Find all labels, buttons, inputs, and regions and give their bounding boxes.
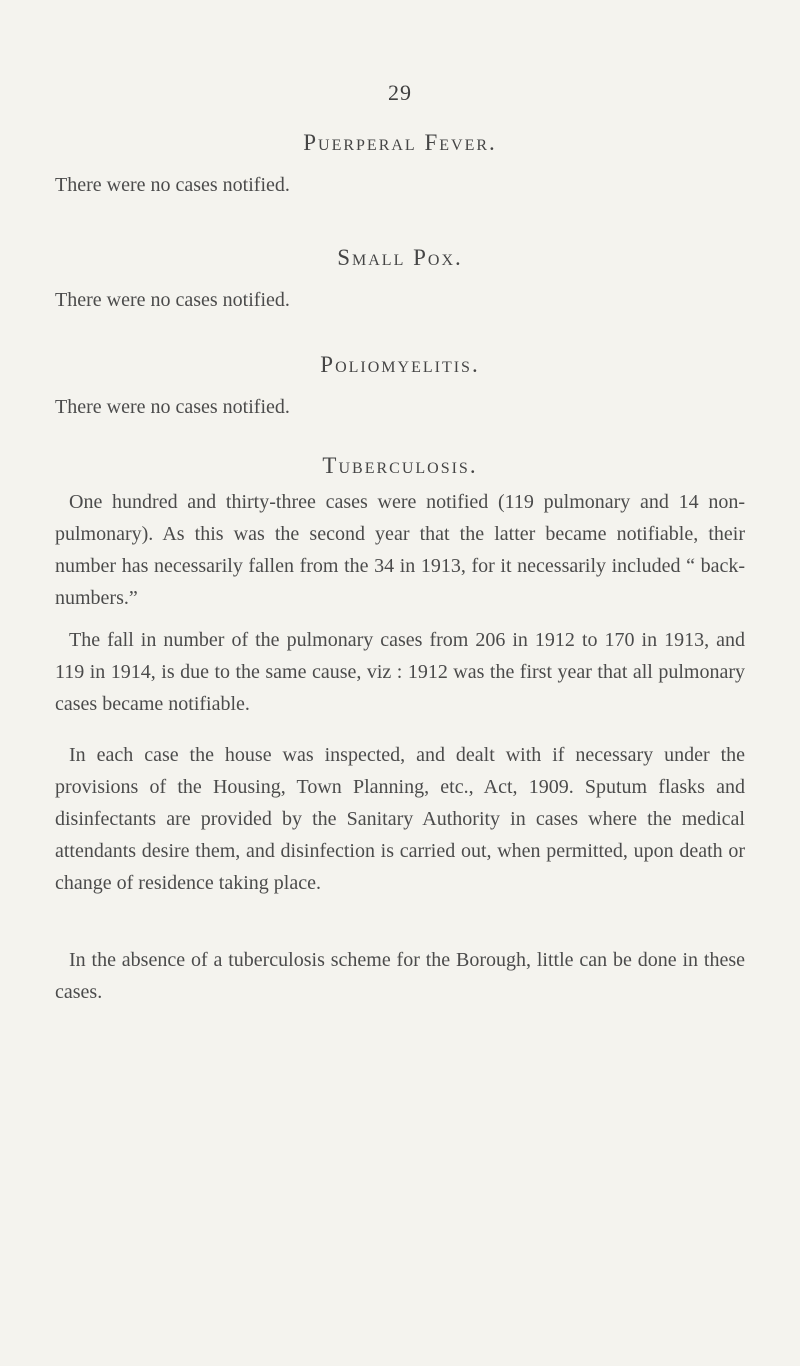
page-number: 29 (388, 80, 412, 105)
tuberculosis-paragraph-3: In each case the house was inspected, and dealt with if necessary under the provisions of the Housing, Town Planning, etc., Act, 1909. Sputum flasks and disinfectants are provided by the Sanitary Authority in cases where the medical attendants desire them, and disinfection is carried out, when permitted, upon death or change of residence taking place. (55, 744, 745, 894)
tuberculosis-paragraph-2: The fall in number of the pulmonary cases from 206 in 1912 to 170 in 1913, and 119 in 1914, is due to the same cause, viz : 1912 was the first year that all pulmonary cases became notifiable. (55, 629, 745, 715)
section-heading-small-pox: Small Pox. (337, 245, 463, 270)
section-heading-poliomyelitis: Poliomyelitis. (320, 352, 480, 377)
section-heading-tuberculosis: Tuberculosis. (322, 453, 478, 478)
section-paragraph: There were no cases notified. (55, 289, 290, 311)
section-heading-puerperal-fever: Puerperal Fever. (303, 130, 497, 155)
section-paragraph: There were no cases notified. (55, 174, 290, 196)
section-paragraph: There were no cases notified. (55, 396, 290, 418)
tuberculosis-paragraph-1: One hundred and thirty-three cases were notified (119 pulmonary and 14 non-pulmonary). As this was the second year that the latter became notifiable, their number has necessarily fallen from the 34 in 1913, for it necessarily included “ back-numbers.” (55, 491, 745, 609)
tuberculosis-paragraph-4: In the absence of a tuberculosis scheme for the Borough, little can be done in these cases. (55, 949, 745, 1003)
